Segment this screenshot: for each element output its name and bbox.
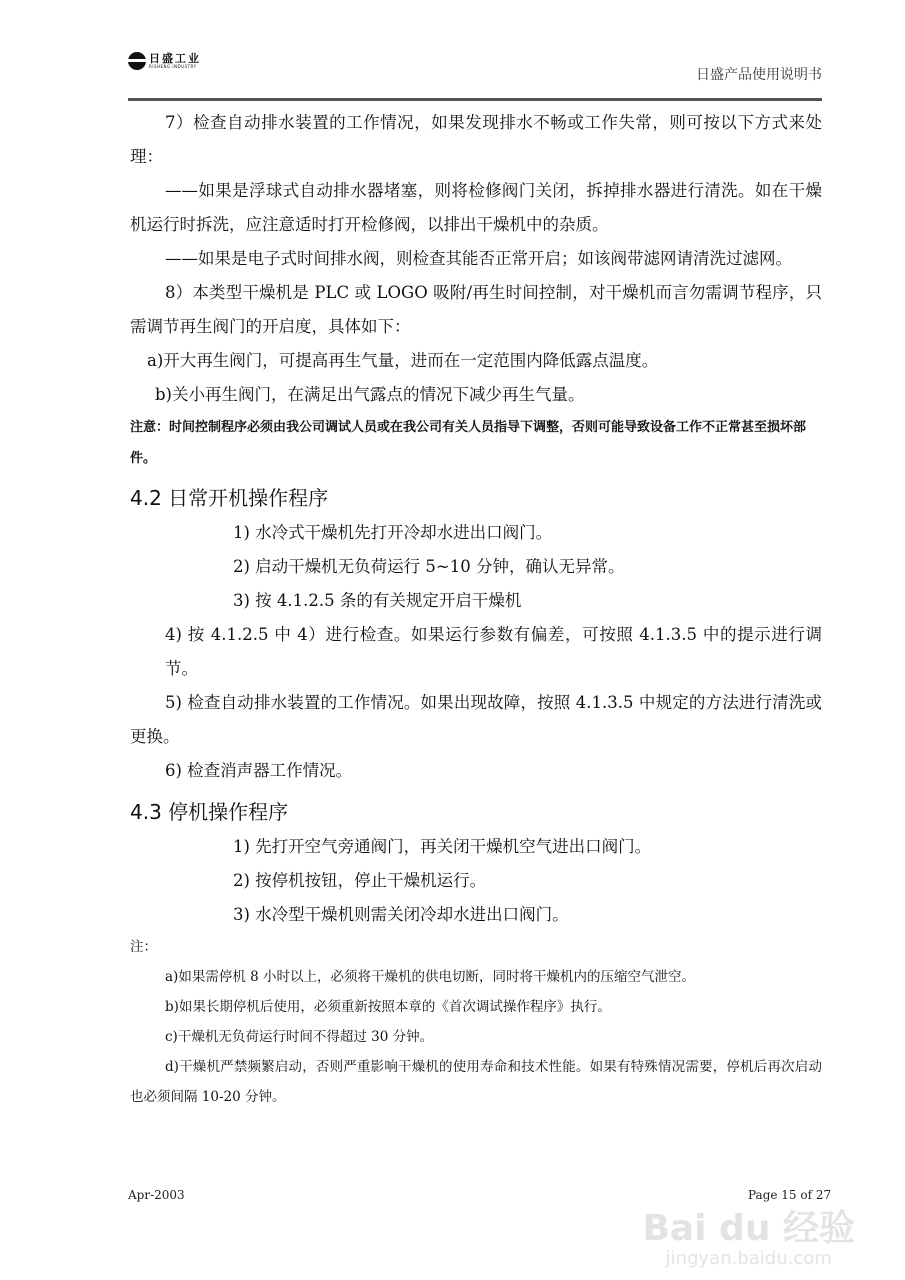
list-item: 2) 启动干燥机无负荷运行 5~10 分钟，确认无异常。 <box>233 557 625 576</box>
paragraph-7a: ——如果是浮球式自动排水器堵塞，则将检修阀门关闭，拆掉排水器进行清洗。如在干燥机运行时拆洗，应注意适时打开检修阀，以排出干燥机中的杂质。 <box>130 181 822 234</box>
section-heading-4-3: 4.3 停机操作程序 <box>130 800 289 824</box>
baidu-watermark <box>642 1210 855 1270</box>
list-item: 2) 按停机按钮，停止干燥机运行。 <box>233 871 487 890</box>
note-label: 注： <box>130 939 157 955</box>
footer-date: Apr-2003 <box>128 1188 185 1202</box>
list-item: 4) 按 4.1.2.5 中 4）进行检查。如果运行参数有偏差，可按照 4.1.3.5 中的提示进行调节。 <box>165 625 822 678</box>
warning-note: 注意：时间控制程序必须由我公司调试人员或在我公司有关人员指导下调整，否则可能导致设备工作不正常甚至损坏部件。 <box>130 420 807 466</box>
paragraph-7: 7）检查自动排水装置的工作情况，如果发现排水不畅或工作失常，则可按以下方式来处理： <box>130 113 822 166</box>
note-item: a)如果需停机 8 小时以上，必须将干燥机的供电切断，同时将干燥机内的压缩空气泄空。 <box>165 969 695 985</box>
footer-page-number: Page 15 of 27 <box>748 1188 832 1202</box>
paragraph-8b: b)关小再生阀门，在满足出气露点的情况下减少再生气量。 <box>155 385 585 404</box>
note-item: d)干燥机严禁频繁启动，否则严重影响干燥机的使用寿命和技术性能。如果有特殊情况需要，停机后再次启动也必须间隔 10-20 分钟。 <box>130 1059 822 1105</box>
paragraph-8: 8）本类型干燥机是 PLC 或 LOGO 吸附/再生时间控制，对干燥机而言勿需调节程序，只需调节再生阀门的开启度，具体如下： <box>130 283 822 336</box>
list-item: 3) 按 4.1.2.5 条的有关规定开启干燥机 <box>233 591 522 610</box>
note-item: c)干燥机无负荷运行时间不得超过 30 分钟。 <box>165 1029 434 1045</box>
paragraph-7b: ——如果是电子式时间排水阀，则检查其能否正常开启；如该阀带滤网请清洗过滤网。 <box>165 249 792 268</box>
logo-cn: 日盛工业 <box>149 52 201 65</box>
list-item: 1) 先打开空气旁通阀门，再关闭干燥机空气进出口阀门。 <box>233 837 652 856</box>
logo-mark-icon <box>128 52 146 70</box>
company-logo <box>128 52 201 70</box>
watermark-url: jingyan.baidu.com <box>665 1248 832 1269</box>
header-divider <box>128 98 822 101</box>
note-item: b)如果长期停机后使用，必须重新按照本章的《首次调试操作程序》执行。 <box>165 999 611 1015</box>
document-body <box>130 106 822 1112</box>
list-item: 5) 检查自动排水装置的工作情况。如果出现故障，按照 4.1.3.5 中规定的方法进行清洗或更换。 <box>130 693 822 746</box>
header-title: 日盛产品使用说明书 <box>696 67 822 83</box>
list-item: 6) 检查消声器工作情况。 <box>165 761 353 780</box>
section-heading-4-2: 4.2 日常开机操作程序 <box>130 486 329 510</box>
paragraph-8a: a)开大再生阀门，可提高再生气量，进而在一定范围内降低露点温度。 <box>147 351 659 370</box>
list-item: 3) 水冷型干燥机则需关闭冷却水进出口阀门。 <box>233 905 569 924</box>
logo-en: RISHENG INDUSTRY <box>149 64 197 69</box>
watermark-brand: Bai du 经验 <box>642 1208 855 1249</box>
list-item: 1) 水冷式干燥机先打开冷却水进出口阀门。 <box>233 523 553 542</box>
